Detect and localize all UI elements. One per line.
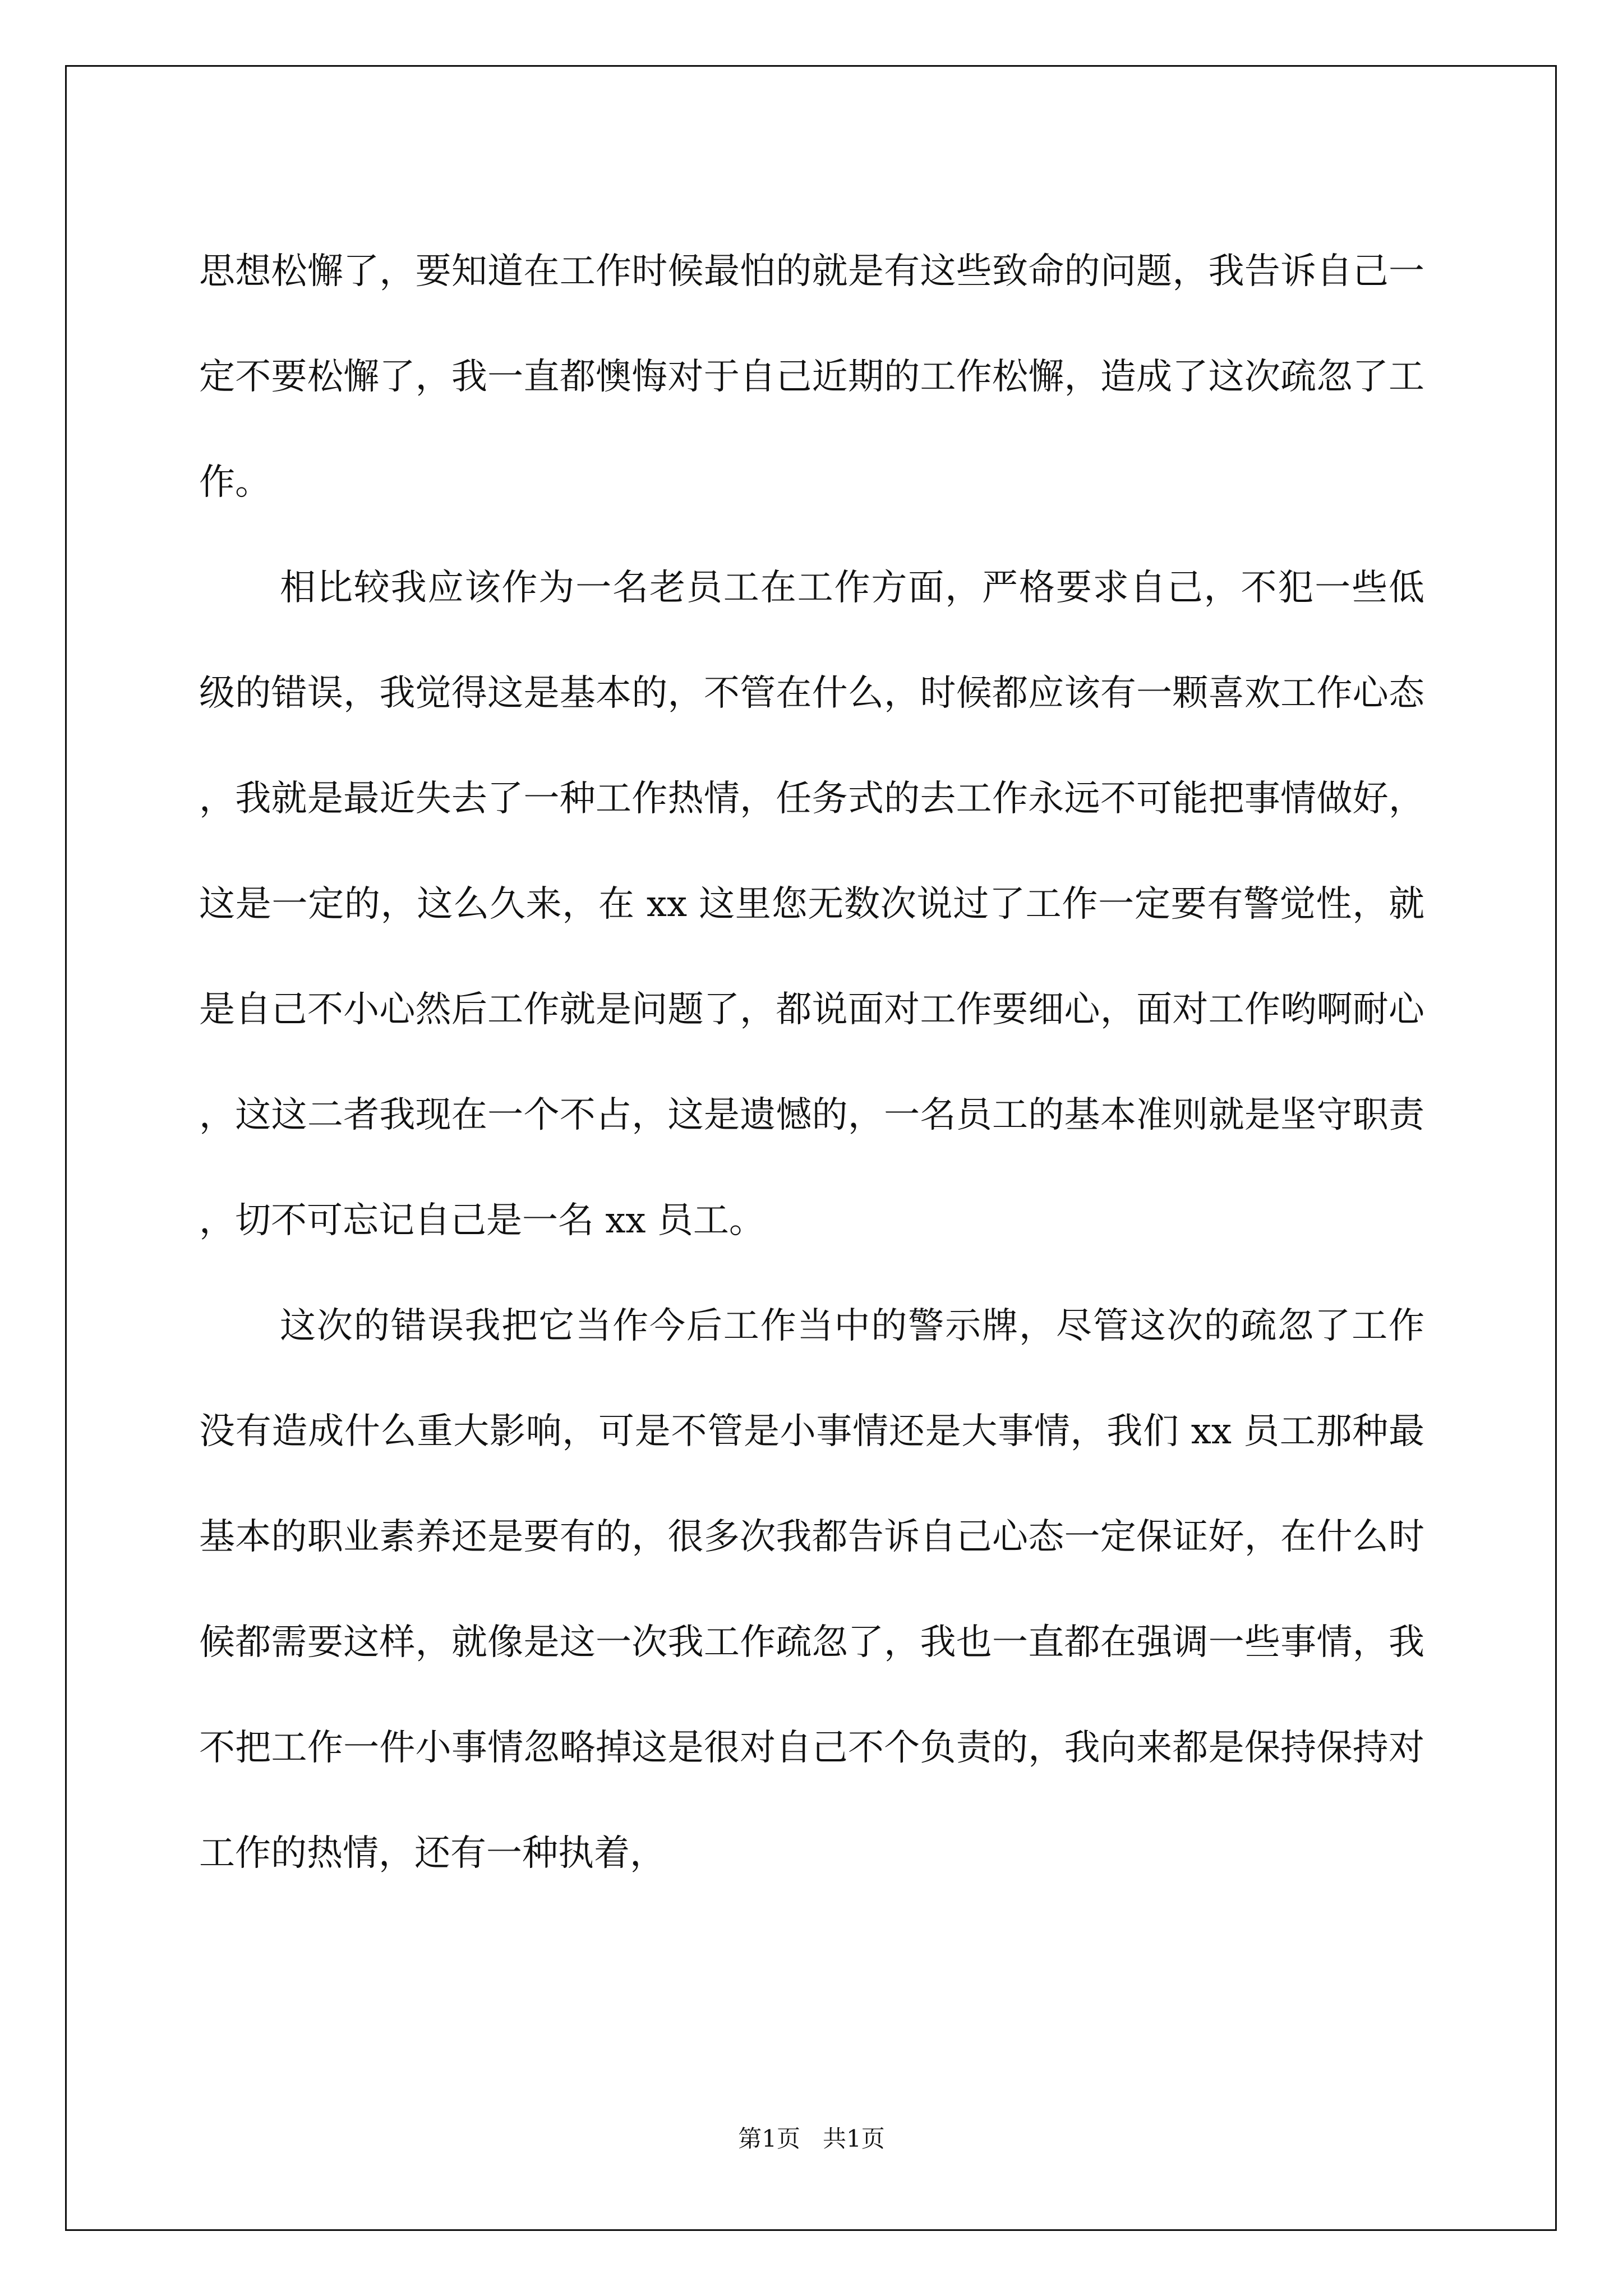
document-body	[199, 219, 1424, 1906]
page-footer: 第1页 共1页	[738, 2125, 885, 2152]
paragraph-2: 相比较我应该作为一名老员工在工作方面，严格要求自己，不犯一些低级的错误，我觉得这是基本的，不管在什么，时候都应该有一颗喜欢工作心态，我就是最近失去了一种工作热情，任务式的去工作永远不可能把事情做好，这是一定的，这么久来，在 xx 这里您无数次说过了工作一定要有警觉性，就是自己不小心然后工作就是问题了，都说面对工作要细心，面对工作哟啊耐心，这这二者我现在一个不占，这是遗憾的，一名员工的基本准则就是坚守职责，切不可忘记自己是一名 xx 员工。	[199, 567, 1424, 1241]
paragraph-3: 这次的错误我把它当作今后工作当中的警示牌，尽管这次的疏忽了工作没有造成什么重大影响，可是不管是小事情还是大事情，我们 xx 员工那种最基本的职业素养还是要有的，很多次我都告诉自己心态一定保证好，在什么时候都需要这样，就像是这一次我工作疏忽了，我也一直都在强调一些事情，我不把工作一件小事情忽略掉这是很对自己不个负责的，我向来都是保持保持对工作的热情，还有一种执着，	[199, 1305, 1424, 1874]
paragraph-1: 思想松懈了，要知道在工作时候最怕的就是有这些致命的问题，我告诉自己一定不要松懈了，我一直都懊悔对于自己近期的工作松懈，造成了这次疏忽了工作。	[199, 251, 1424, 503]
